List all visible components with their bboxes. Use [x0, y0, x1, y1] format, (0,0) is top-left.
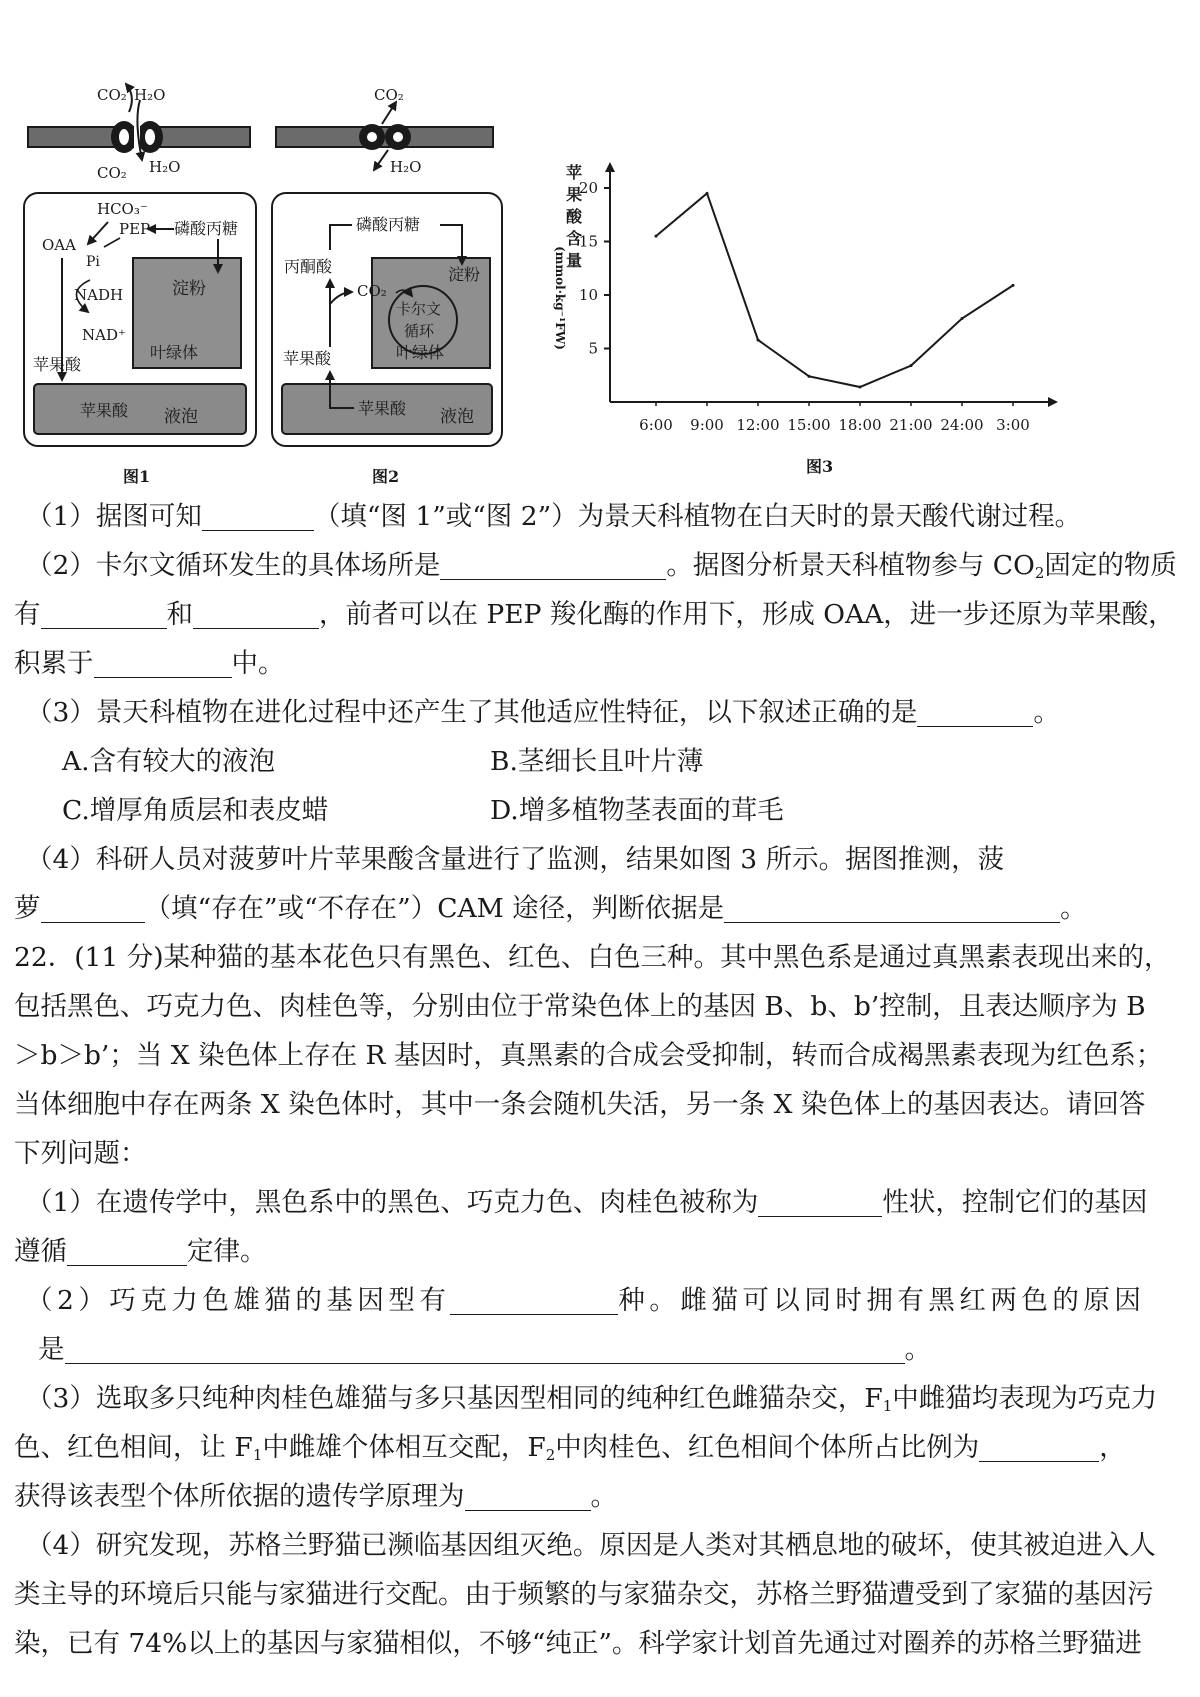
s4-line-3: 染，已有 74%以上的基因与家猫相似，不够“纯正”。科学家计划首先通过对圈养的苏格兰野猫进	[14, 1628, 1142, 1659]
fig1-nad: NAD⁺	[82, 326, 126, 344]
q2-text: ，前者可以在 PEP 羧化酶的作用下，形成 OAA，进一步还原为苹果酸，	[319, 599, 1175, 630]
fig1-co2-bottom: CO₂	[97, 164, 127, 182]
s3-text: 中雌雄个体相互交配，F	[262, 1432, 546, 1463]
q1-text-a: （1）据图可知	[26, 501, 202, 532]
answer-blank[interactable]	[65, 1333, 905, 1364]
q2-line-3	[14, 639, 1186, 688]
q3-options-row-2	[14, 786, 1186, 835]
q3-options-row-1	[14, 737, 1186, 786]
q3-text: 。	[1033, 697, 1060, 728]
fig1-h2o-bottom: H₂O	[149, 158, 181, 176]
fig1-co2-top: CO₂	[97, 86, 127, 104]
fig1-malic: 苹果酸	[33, 355, 82, 374]
fig1-nadh: NADH	[74, 286, 124, 304]
q22-stem-line-4: 当体细胞中存在两条 X 染色体时，其中一条会随机失活，另一条 X 染色体上的基因表达。请回答	[14, 1089, 1146, 1120]
fig2-vac-malic: 苹果酸	[358, 399, 407, 418]
s1-text: 性状，控制它们的基因	[882, 1187, 1148, 1218]
fig2-calvin-2: 循环	[404, 322, 435, 340]
figure-3-chart	[553, 163, 1056, 476]
fig1-pi: Pi	[86, 254, 100, 270]
q1-line	[14, 492, 1186, 541]
option-b[interactable]: B.茎细长且叶片薄	[490, 746, 704, 777]
fig1-pep: PEP	[119, 220, 151, 238]
s3-line-3	[14, 1472, 1186, 1521]
figure-2	[272, 86, 502, 486]
fig2-caption: 图2	[372, 467, 400, 486]
y-label-char: 含	[565, 229, 583, 248]
q2-text: 。据图分析景天科植物参与 CO	[666, 550, 1035, 581]
x-tick-label: 9:00	[690, 416, 724, 434]
s4-line-1: （4）研究发现，苏格兰野猫已濒临基因组灭绝。原因是人类对其栖息地的破坏，使其被迫进入人	[26, 1530, 1156, 1561]
fig1-oaa: OAA	[42, 236, 76, 254]
q22-stem-line-2: 包括黑色、巧克力色、肉桂色等，分别由位于常染色体上的基因 B、b、b’控制，且表达顺序为 B	[14, 991, 1146, 1022]
fig1-starch: 淀粉	[172, 279, 206, 299]
q22-stem-line-1: 22．(11 分)某种猫的基本花色只有黑色、红色、白色三种。其中黑色系是通过真黑素表现出来的，	[14, 942, 1171, 973]
y-tick-label: 15	[578, 232, 598, 251]
answer-blank[interactable]	[193, 598, 319, 629]
answer-blank[interactable]	[67, 1235, 187, 1266]
answer-blank[interactable]	[450, 1284, 618, 1315]
q4-text: 。	[1060, 893, 1087, 924]
s2-text: 。	[904, 1334, 931, 1365]
q22-stem-line-5: 下列问题：	[14, 1138, 147, 1169]
y-tick-label: 5	[588, 339, 598, 358]
s3-text: （3）选取多只纯种肉桂色雄猫与多只基因型相同的纯种红色雌猫杂交，F	[26, 1383, 883, 1414]
s4-line-2: 类主导的环境后只能与家猫进行交配。由于频繁的与家猫杂交，苏格兰野猫遭受到了家猫的基因污	[14, 1579, 1154, 1610]
subscript: 2	[1034, 564, 1045, 582]
answer-blank[interactable]	[202, 500, 314, 531]
answer-blank[interactable]	[94, 647, 232, 678]
s2-text: （2）巧克力色雄猫的基因型有	[26, 1285, 451, 1316]
y-label-char: 苹	[565, 163, 583, 182]
q2-text: 和	[166, 599, 193, 630]
subscript: 1	[882, 1397, 893, 1415]
fig1-chloroplast-label: 叶绿体	[150, 343, 199, 362]
fig1-hco3: HCO₃⁻	[97, 200, 148, 218]
fig2-calvin-1: 卡尔文	[396, 300, 442, 318]
fig1-h2o-top: H₂O	[134, 86, 166, 104]
fig2-co2-top: CO₂	[374, 86, 404, 104]
q4-line-1: （4）科研人员对菠萝叶片苹果酸含量进行了监测，结果如图 3 所示。据图推测，菠	[26, 844, 1005, 875]
fig1-vacuole-label: 液泡	[164, 407, 198, 427]
s1-text: 定律。	[187, 1236, 267, 1267]
s3-line-2	[14, 1423, 1186, 1472]
s3-text: 。	[590, 1481, 617, 1512]
fig1-vac-malic: 苹果酸	[80, 401, 129, 420]
fig3-caption: 图3	[806, 457, 834, 476]
answer-blank[interactable]	[758, 1186, 882, 1217]
q2-text: 中。	[231, 648, 285, 679]
s2-line-2	[14, 1325, 1186, 1374]
answer-blank[interactable]	[41, 598, 167, 629]
fig1-vacuole	[34, 384, 246, 434]
s3-text: ，	[1099, 1432, 1126, 1463]
answer-blank[interactable]	[41, 892, 145, 923]
s1-text: 遵循	[14, 1236, 67, 1267]
q2-text: （2）卡尔文循环发生的具体场所是	[26, 550, 441, 581]
y-label-char: 量	[565, 251, 583, 270]
s2-text: 种。雌猫可以同时拥有黑红两色的原因	[618, 1285, 1146, 1316]
y-tick-label: 10	[578, 286, 598, 304]
answer-blank[interactable]	[465, 1480, 591, 1511]
s1-line-1	[14, 1178, 1186, 1227]
fig2-starch: 淀粉	[448, 265, 481, 284]
q3-text: （3）景天科植物在进化过程中还产生了其他适应性特征，以下叙述正确的是	[26, 697, 918, 728]
q2-text: 固定的物质	[1044, 550, 1177, 581]
s3-line-1	[14, 1374, 1186, 1423]
fig2-malic: 苹果酸	[283, 349, 332, 368]
fig2-pyruvate: 丙酮酸	[284, 257, 333, 276]
s1-line-2	[14, 1227, 1186, 1276]
x-tick-label: 15:00	[787, 416, 831, 434]
q3-stem	[14, 688, 1186, 737]
fig2-h2o-bottom: H₂O	[390, 158, 422, 176]
x-tick-label: 24:00	[940, 416, 984, 434]
fig2-chloroplast-label: 叶绿体	[396, 343, 445, 362]
figure-1	[24, 84, 256, 486]
fig1-triose: 磷酸丙糖	[174, 219, 239, 238]
fig2-co2: CO₂	[357, 282, 387, 300]
q2-text: 积累于	[14, 648, 94, 679]
q4-line-2	[14, 884, 1186, 933]
y-label-char: 果	[565, 185, 583, 204]
q22-stem-line-3: ＞b＞b’；当 X 染色体上存在 R 基因时，真黑素的合成会受抑制，转而合成褐黑素表现为红色系；	[14, 1040, 1163, 1071]
s3-text: 色、红色相间，让 F	[14, 1432, 253, 1463]
s1-text: （1）在遗传学中，黑色系中的黑色、巧克力色、肉桂色被称为	[26, 1187, 759, 1218]
question-text	[14, 492, 1186, 1668]
s3-text: 中肉桂色、红色相间个体所占比例为	[555, 1432, 980, 1463]
subscript: 1	[252, 1446, 263, 1464]
s2-line-1	[14, 1276, 1186, 1325]
q4-text: （填“存在”或“不存在”）CAM 途径，判断依据是	[144, 893, 725, 924]
subscript: 2	[545, 1446, 556, 1464]
chart-yunit: (mmol·kg⁻¹FW)	[553, 246, 567, 350]
answer-blank[interactable]	[979, 1431, 1099, 1462]
fig2-triose: 磷酸丙糖	[356, 215, 421, 234]
x-tick-label: 21:00	[889, 416, 933, 434]
fig2-vacuole-label: 液泡	[440, 407, 474, 427]
figures-panel	[0, 0, 1200, 500]
x-tick-label: 18:00	[838, 416, 882, 434]
x-tick-label: 3:00	[996, 416, 1030, 434]
x-tick-label: 12:00	[736, 416, 780, 434]
answer-blank[interactable]	[917, 696, 1033, 727]
y-label-char: 酸	[565, 207, 583, 226]
option-a[interactable]: A.含有较大的液泡	[62, 746, 276, 777]
q2-line-1	[14, 541, 1186, 590]
q2-line-2	[14, 590, 1186, 639]
answer-blank[interactable]	[724, 892, 1060, 923]
q4-text: 萝	[14, 893, 41, 924]
x-tick-label: 6:00	[639, 416, 673, 434]
option-d[interactable]: D.增多植物茎表面的茸毛	[490, 795, 784, 826]
q1-text-b: （填“图 1”或“图 2”）为景天科植物在白天时的景天酸代谢过程。	[313, 501, 1082, 532]
y-tick-label: 20	[578, 179, 598, 197]
s2-text: 是	[38, 1334, 65, 1365]
fig1-caption: 图1	[123, 467, 151, 486]
s3-text: 中雌猫均表现为巧克力	[892, 1383, 1158, 1414]
chart-series-line	[656, 193, 1013, 387]
s3-text: 获得该表型个体所依据的遗传学原理为	[14, 1481, 465, 1512]
q2-text: 有	[14, 599, 41, 630]
option-c[interactable]: C.增厚角质层和表皮蜡	[62, 795, 329, 826]
answer-blank[interactable]	[440, 549, 666, 580]
